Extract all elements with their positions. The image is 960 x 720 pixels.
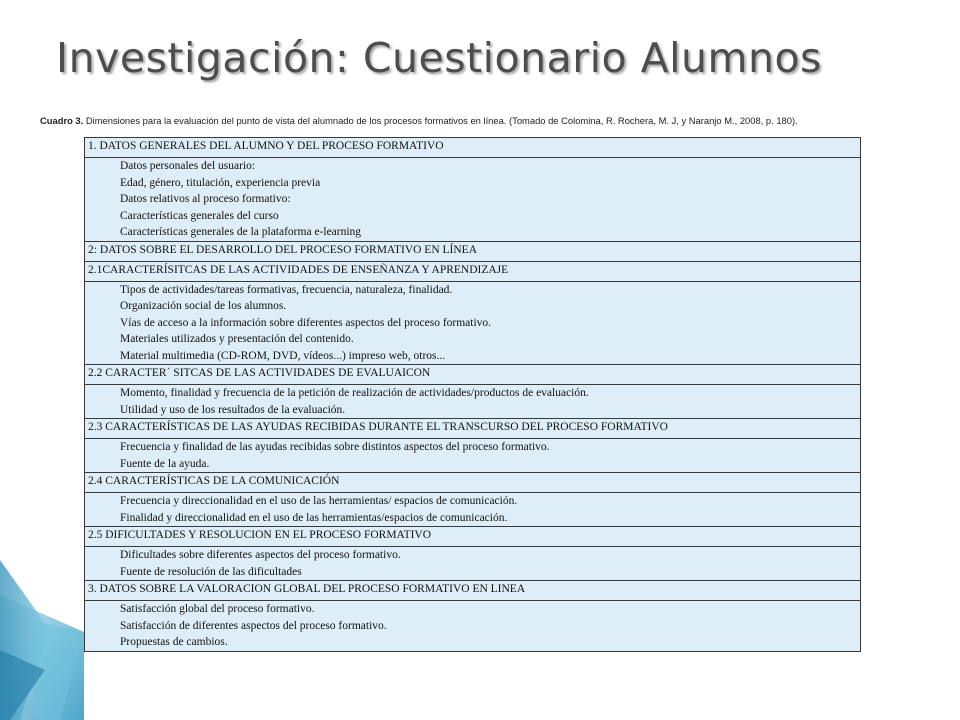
bullet-item	[88, 402, 857, 419]
bullet-icon	[88, 618, 120, 635]
bullet-row	[85, 281, 861, 365]
bullet-icon	[88, 282, 120, 299]
bullet-item	[88, 456, 857, 473]
bullet-text: Satisfacción de diferentes aspectos del proceso formativo.	[120, 619, 387, 632]
bullet-icon	[88, 385, 120, 402]
bullet-text: Características generales de la plataforma e-learning	[120, 226, 362, 238]
bullet-item	[88, 282, 857, 299]
bullet-text: Material multimedia (CD-ROM, DVD, vídeos...) impreso web, otros...	[120, 349, 446, 362]
slide-corner-decoration	[0, 560, 90, 720]
bullet-item	[88, 618, 857, 635]
section-heading: 2.5 DIFICULTADES Y RESOLUCION EN EL PROCESO FORMATIVO	[85, 527, 861, 547]
bullet-icon	[88, 456, 120, 473]
bullet-text: Vías de acceso a la información sobre diferentes aspectos del proceso formativo.	[120, 316, 492, 329]
bullet-icon	[88, 547, 120, 564]
section-heading: 3. DATOS SOBRE LA VALORACION GLOBAL DEL PROCESO FORMATIVO EN LINEA	[85, 581, 861, 601]
bullet-list	[85, 158, 861, 242]
table-caption	[40, 115, 940, 126]
bullet-item	[88, 298, 857, 315]
section-row	[85, 365, 861, 385]
bullet-item	[88, 601, 857, 618]
bullet-row	[85, 547, 861, 581]
bullet-item	[88, 348, 857, 365]
bullet-text: Dificultades sobre diferentes aspectos del proceso formativo.	[120, 549, 401, 561]
section-row	[85, 473, 861, 493]
bullet-text: Frecuencia y finalidad de las ayudas recibidas sobre distintos aspectos del proceso formativo.	[120, 441, 550, 453]
bullet-list	[85, 439, 861, 473]
bullet-icon	[88, 439, 120, 456]
bullet-text: Satisfacción global del proceso formativo.	[120, 603, 315, 615]
section-row	[85, 527, 861, 547]
bullet-text: Organización social de los alumnos.	[120, 300, 287, 312]
bullet-icon	[88, 175, 120, 192]
bullet-icon	[88, 493, 120, 510]
bullet-row	[85, 158, 861, 242]
bullet-row	[85, 385, 861, 419]
bullet-item	[88, 510, 857, 527]
bullet-icon	[88, 298, 120, 315]
bullet-icon	[88, 224, 120, 241]
section-heading: 1. DATOS GENERALES DEL ALUMNO Y DEL PROCESO FORMATIVO	[85, 138, 861, 158]
bullet-text: Fuente de la ayuda.	[120, 457, 210, 470]
bullet-row	[85, 601, 861, 652]
bullet-item	[88, 315, 857, 332]
bullet-icon	[88, 402, 120, 419]
bullet-item	[88, 224, 857, 241]
bullet-text: Datos personales del usuario:	[120, 160, 256, 172]
bullet-text: Frecuencia y direccionalidad en el uso de las herramientas/ espacios de comunicación.	[120, 495, 518, 507]
bullet-list	[85, 385, 861, 419]
caption-text: Dimensiones para la evaluación del punto de vista del alumnado de los procesos formativos en línea. (Tomado de Colomina, R. Rochera, M. J, y Naranjo M., 2008, p. 180).	[83, 115, 798, 126]
section-heading: 2.1CARACTERÍSITCAS DE LAS ACTIVIDADES DE ENSEÑANZA Y APRENDIZAJE	[85, 261, 861, 281]
bullet-icon	[88, 191, 120, 208]
bullet-item	[88, 493, 857, 510]
slide-title: Investigación: Cuestionario Alumnos	[56, 34, 822, 82]
bullet-icon	[88, 158, 120, 175]
bullet-text: Materiales utilizados y presentación del contenido.	[120, 333, 354, 345]
bullet-item	[88, 158, 857, 175]
bullet-text: Momento, finalidad y frecuencia de la petición de realización de actividades/productos de evaluación.	[120, 387, 589, 399]
bullet-icon	[88, 348, 120, 365]
bullet-text: Datos relativos al proceso formativo:	[120, 193, 291, 205]
bullet-icon	[88, 331, 120, 348]
bullet-list	[85, 493, 861, 527]
bullet-text: Propuestas de cambios.	[120, 636, 228, 648]
section-row	[85, 261, 861, 281]
bullet-item	[88, 439, 857, 456]
bullet-icon	[88, 510, 120, 527]
bullet-item	[88, 208, 857, 225]
questionnaire-table	[84, 137, 861, 652]
section-row	[85, 241, 861, 261]
section-heading: 2.2 CARACTER´ SITCAS DE LAS ACTIVIDADES DE EVALUAICON	[85, 365, 861, 385]
bullet-item	[88, 564, 857, 581]
bullet-icon	[88, 208, 120, 225]
bullet-list	[85, 281, 861, 365]
section-row	[85, 138, 861, 158]
section-row	[85, 581, 861, 601]
section-heading: 2.4 CARACTERÍSTICAS DE LA COMUNICACIÓN	[85, 473, 861, 493]
bullet-icon	[88, 601, 120, 618]
bullet-icon	[88, 564, 120, 581]
bullet-item	[88, 175, 857, 192]
bullet-list	[85, 601, 861, 652]
section-row	[85, 419, 861, 439]
bullet-item	[88, 331, 857, 348]
bullet-icon	[88, 315, 120, 332]
bullet-text: Características generales del curso	[120, 209, 279, 222]
caption-label: Cuadro 3.	[40, 115, 84, 126]
bullet-item	[88, 634, 857, 651]
bullet-text: Edad, género, titulación, experiencia previa	[120, 176, 321, 189]
bullet-text: Utilidad y uso de los resultados de la evaluación.	[120, 403, 346, 416]
bullet-item	[88, 385, 857, 402]
bullet-text: Finalidad y direccionalidad en el uso de las herramientas/espacios de comunicación.	[120, 511, 508, 524]
bullet-row	[85, 493, 861, 527]
bullet-item	[88, 191, 857, 208]
section-heading: 2.3 CARACTERÍSTICAS DE LAS AYUDAS RECIBIDAS DURANTE EL TRANSCURSO DEL PROCESO FORMATIVO	[85, 419, 861, 439]
section-heading: 2: DATOS SOBRE EL DESARROLLO DEL PROCESO FORMATIVO EN LÍNEA	[85, 241, 861, 261]
bullet-icon	[88, 634, 120, 651]
bullet-text: Fuente de resolución de las dificultades	[120, 565, 302, 578]
bullet-item	[88, 547, 857, 564]
bullet-list	[85, 547, 861, 581]
bullet-text: Tipos de actividades/tareas formativas, frecuencia, naturaleza, finalidad.	[120, 283, 453, 296]
bullet-row	[85, 439, 861, 473]
